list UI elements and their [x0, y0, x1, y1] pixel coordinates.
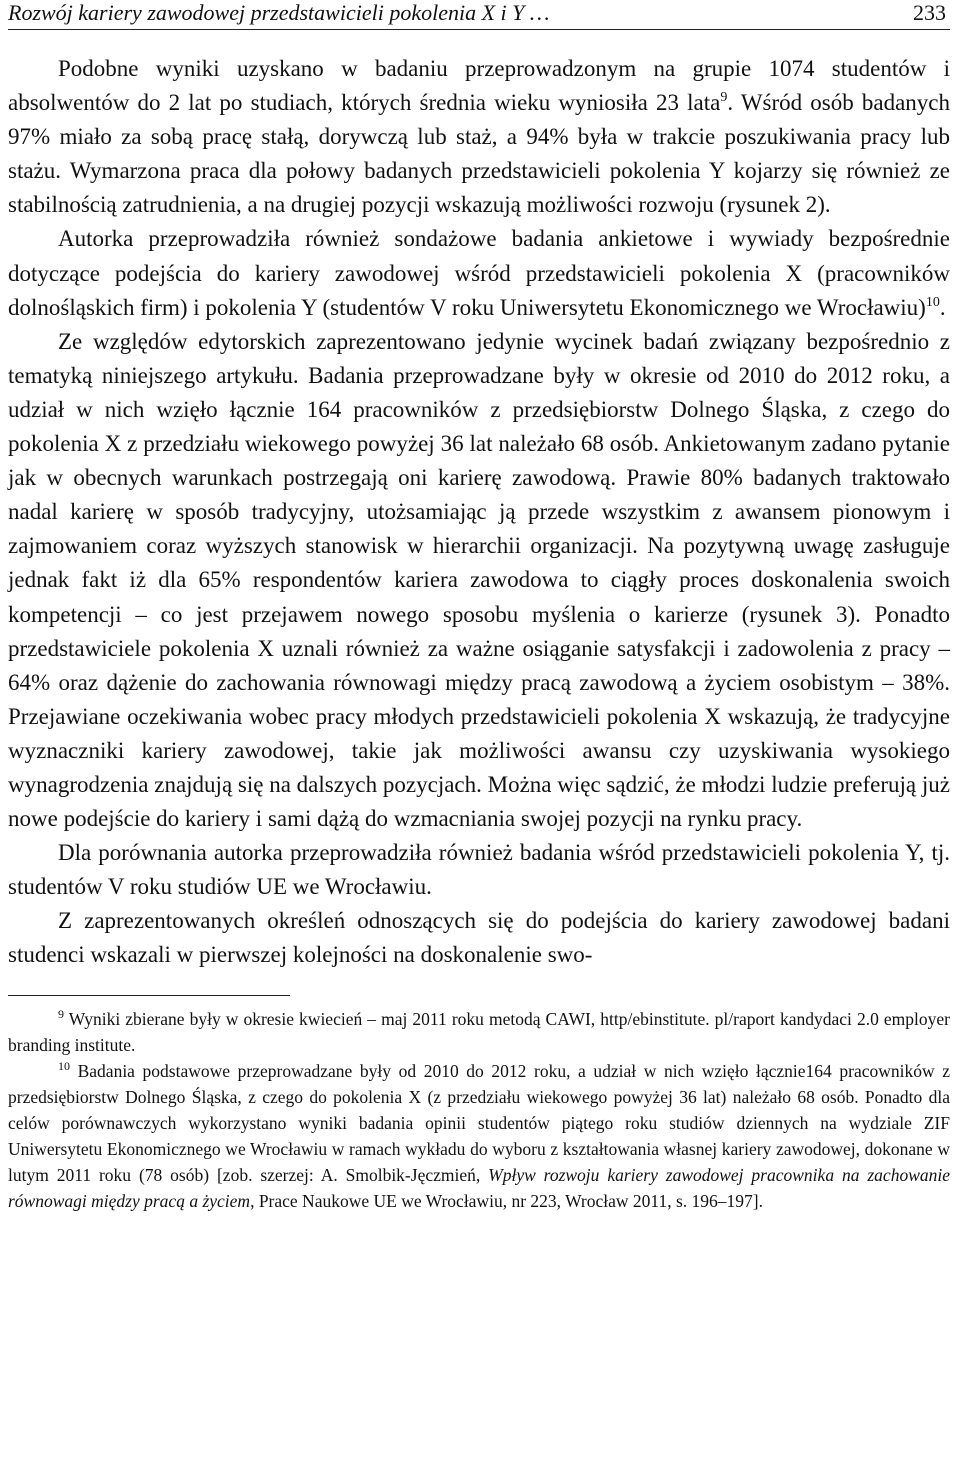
footnote-separator: [8, 995, 290, 996]
footnote-10-cited-title: Wpływ rozwoju kariery zawodowej pracownika na zachowanie równowagi między pracą a życiem: [8, 1164, 950, 1211]
paragraph-5: Z zaprezentowanych określeń odnoszących się do podejścia do kariery zawodowej badani studenci wskazali w pierwszej kolejności na doskonalenie swo-: [8, 908, 950, 968]
paragraph-1: [8, 52, 950, 222]
paragraph-2-text-a: Autorka przeprowadziła również sondażowe badania ankietowe i wywiady bezpośrednie dotyczące podejścia do kariery zawodowej wśród przedstawicieli pokolenia X (pracowników dolnośląskich firm) i pokolenia Y (studentów V roku Uniwersytetu Ekonomicznego we Wrocławiu): [8, 226, 950, 320]
paragraph-1-text-b: . Wśród osób badanych 97% miało za sobą pracę stałą, dorywczą lub staż, a 94% była w trakcie poszukiwania pracy lub stażu. Wymarzona praca dla połowy badanych przedstawicieli pokolenia Y kojarzy się również ze stabilnością zatrudnienia, a na drugiej pozycji wskazują możliwości rozwoju (rysunek 2).: [8, 90, 950, 218]
footnote-10: [8, 1058, 950, 1214]
running-title: Rozwój kariery zawodowej przedstawicieli pokolenia X i Y …: [8, 0, 550, 25]
footnote-ref-10[interactable]: 10: [925, 294, 940, 310]
footnotes: [8, 1006, 950, 1214]
footnote-10-text-a: Badania podstawowe przeprowadzane były od 2010 do 2012 roku, a udział w nich wzięło łącznie164 pracowników z przedsiębiorstw Dolnego Śląska, z czego do pokolenia X (z przedziału wiekowego powyżej 36 lat) należało 68 osób. Ponadto dla celów porównawczych wykorzystano wyniki badania opinii studentów piątego roku studiów dziennych na wydziale ZIF Uniwersytetu Ekonomicznego we Wrocławiu w ramach wykładu do wyboru z kształtowania własnej kariery zawodowej, dokonane w lutym 2011 roku (78 osób) [zob. szerzej: A. Smolbik-Jęczmień,: [8, 1060, 950, 1185]
footnote-10-number: 10: [58, 1058, 70, 1073]
footnote-ref-9[interactable]: 9: [720, 90, 728, 106]
paragraph-1-text-a: Podobne wyniki uzyskano w badaniu przeprowadzonym na grupie 1074 studentów i absolwentów do 2 lat po studiach, których średnia wieku wyniosiła 23 lata: [8, 56, 950, 116]
footnote-9: [8, 1006, 950, 1058]
paragraph-4: Dla porównania autorka przeprowadziła również badania wśród przedstawicieli pokolenia Y, tj. studentów V roku studiów UE we Wrocławiu.: [8, 840, 950, 900]
footnote-9-number: 9: [58, 1006, 64, 1021]
page-number: 233: [913, 0, 946, 25]
paragraph-2: [8, 222, 950, 324]
running-header: [8, 0, 950, 30]
footnote-10-text-b: , Prace Naukowe UE we Wrocławiu, nr 223, Wrocław 2011, s. 196–197].: [250, 1190, 763, 1211]
footnote-9-text: Wyniki zbierane były w okresie kwiecień – maj 2011 roku metodą CAWI, http/ebinstitute. pl/raport kandydaci 2.0 employer branding institute.: [8, 1008, 950, 1055]
main-text: [8, 52, 950, 973]
paragraph-2-text-b: .: [939, 294, 946, 320]
paragraph-3: Ze względów edytorskich zaprezentowano jedynie wycinek badań związany bezpośrednio z tematyką niniejszego artykułu. Badania przeprowadzane były w okresie od 2010 do 2012 roku, a udział w nich wzięło łącznie 164 pracowników z przedsiębiorstw Dolnego Śląska, z czego do pokolenia X z przedziału wiekowego powyżej 36 lat należało 68 osób. Ankietowanym zadano pytanie jak w obecnych warunkach postrzegają oni karierę zawodową. Prawie 80% badanych traktowało nadal karierę w sposób tradycyjny, utożsamiając ją przede wszystkim z awansem pionowym i zajmowaniem coraz wyższych stanowisk w hierarchii organizacji. Na pozytywną uwagę zasługuje jednak fakt iż dla 65% respondentów kariera zawodowa to ciągły proces doskonalenia swoich kompetencji – co jest przejawem nowego sposobu myślenia o karierze (rysunek 3). Ponadto przedstawiciele pokolenia X uznali również za ważne osiąganie satysfakcji i zadowolenia z pracy – 64% oraz dążenie do zachowania równowagi między pracą zawodową a życiem osobistym – 38%. Przejawiane oczekiwania wobec pracy młodych przedstawicieli pokolenia X wskazują, że tradycyjne wyznaczniki kariery zawodowej, takie jak możliwości awansu czy uzyskiwania wysokiego wynagrodzenia znajdują się na dalszych pozycjach. Można więc sądzić, że młodzi ludzie preferują już nowe podejście do kariery i sami dążą do wzmacniania swojej pozycji na rynku pracy.: [8, 328, 950, 832]
